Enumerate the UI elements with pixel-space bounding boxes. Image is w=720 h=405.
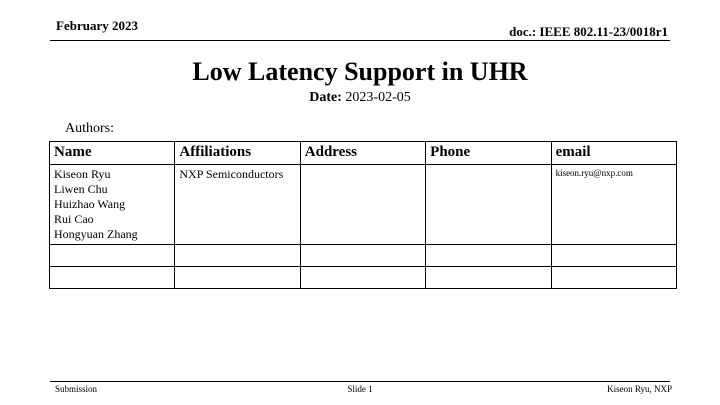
author-name: Kiseon Ryu (54, 167, 111, 181)
date-line (0, 90, 720, 106)
cell-names (50, 165, 175, 245)
footer-author: Kiseon Ryu, NXP (607, 384, 672, 394)
empty-cell (426, 245, 551, 267)
empty-cell (175, 267, 300, 289)
empty-cell (300, 267, 425, 289)
cell-address (300, 165, 425, 245)
empty-cell (175, 245, 300, 267)
header-doc-id: doc.: IEEE 802.11-23/0018r1 (509, 24, 668, 39)
header-divider (50, 40, 670, 41)
date-label: Date: (309, 90, 342, 105)
author-name: Rui Cao (54, 212, 94, 226)
empty-cell (50, 267, 175, 289)
column-header-phone: Phone (426, 142, 551, 165)
cell-email: kiseon.ryu@nxp.com (551, 165, 676, 245)
authors-table (49, 141, 677, 289)
table-row (50, 245, 677, 267)
author-name: Huizhao Wang (54, 197, 126, 211)
footer-submission: Submission (55, 384, 98, 394)
authors-label: Authors: (65, 121, 114, 136)
empty-cell (551, 245, 676, 267)
empty-cell (551, 267, 676, 289)
table-header-row (50, 142, 677, 165)
date-value: 2023-02-05 (345, 90, 411, 105)
column-header-affiliations: Affiliations (175, 142, 300, 165)
slide-title: Low Latency Support in UHR (192, 57, 528, 86)
table-row (50, 267, 677, 289)
cell-phone (426, 165, 551, 245)
cell-affiliation: NXP Semiconductors (175, 165, 300, 245)
table-row (50, 165, 677, 245)
empty-cell (300, 245, 425, 267)
empty-cell (50, 245, 175, 267)
header-date: February 2023 (56, 18, 138, 33)
column-header-address: Address (300, 142, 425, 165)
column-header-name: Name (50, 142, 175, 165)
footer-slide-number: Slide 1 (347, 384, 373, 394)
footer-divider (50, 381, 670, 382)
column-header-email: email (551, 142, 676, 165)
author-name: Liwen Chu (54, 182, 108, 196)
empty-cell (426, 267, 551, 289)
author-name: Hongyuan Zhang (54, 227, 138, 241)
